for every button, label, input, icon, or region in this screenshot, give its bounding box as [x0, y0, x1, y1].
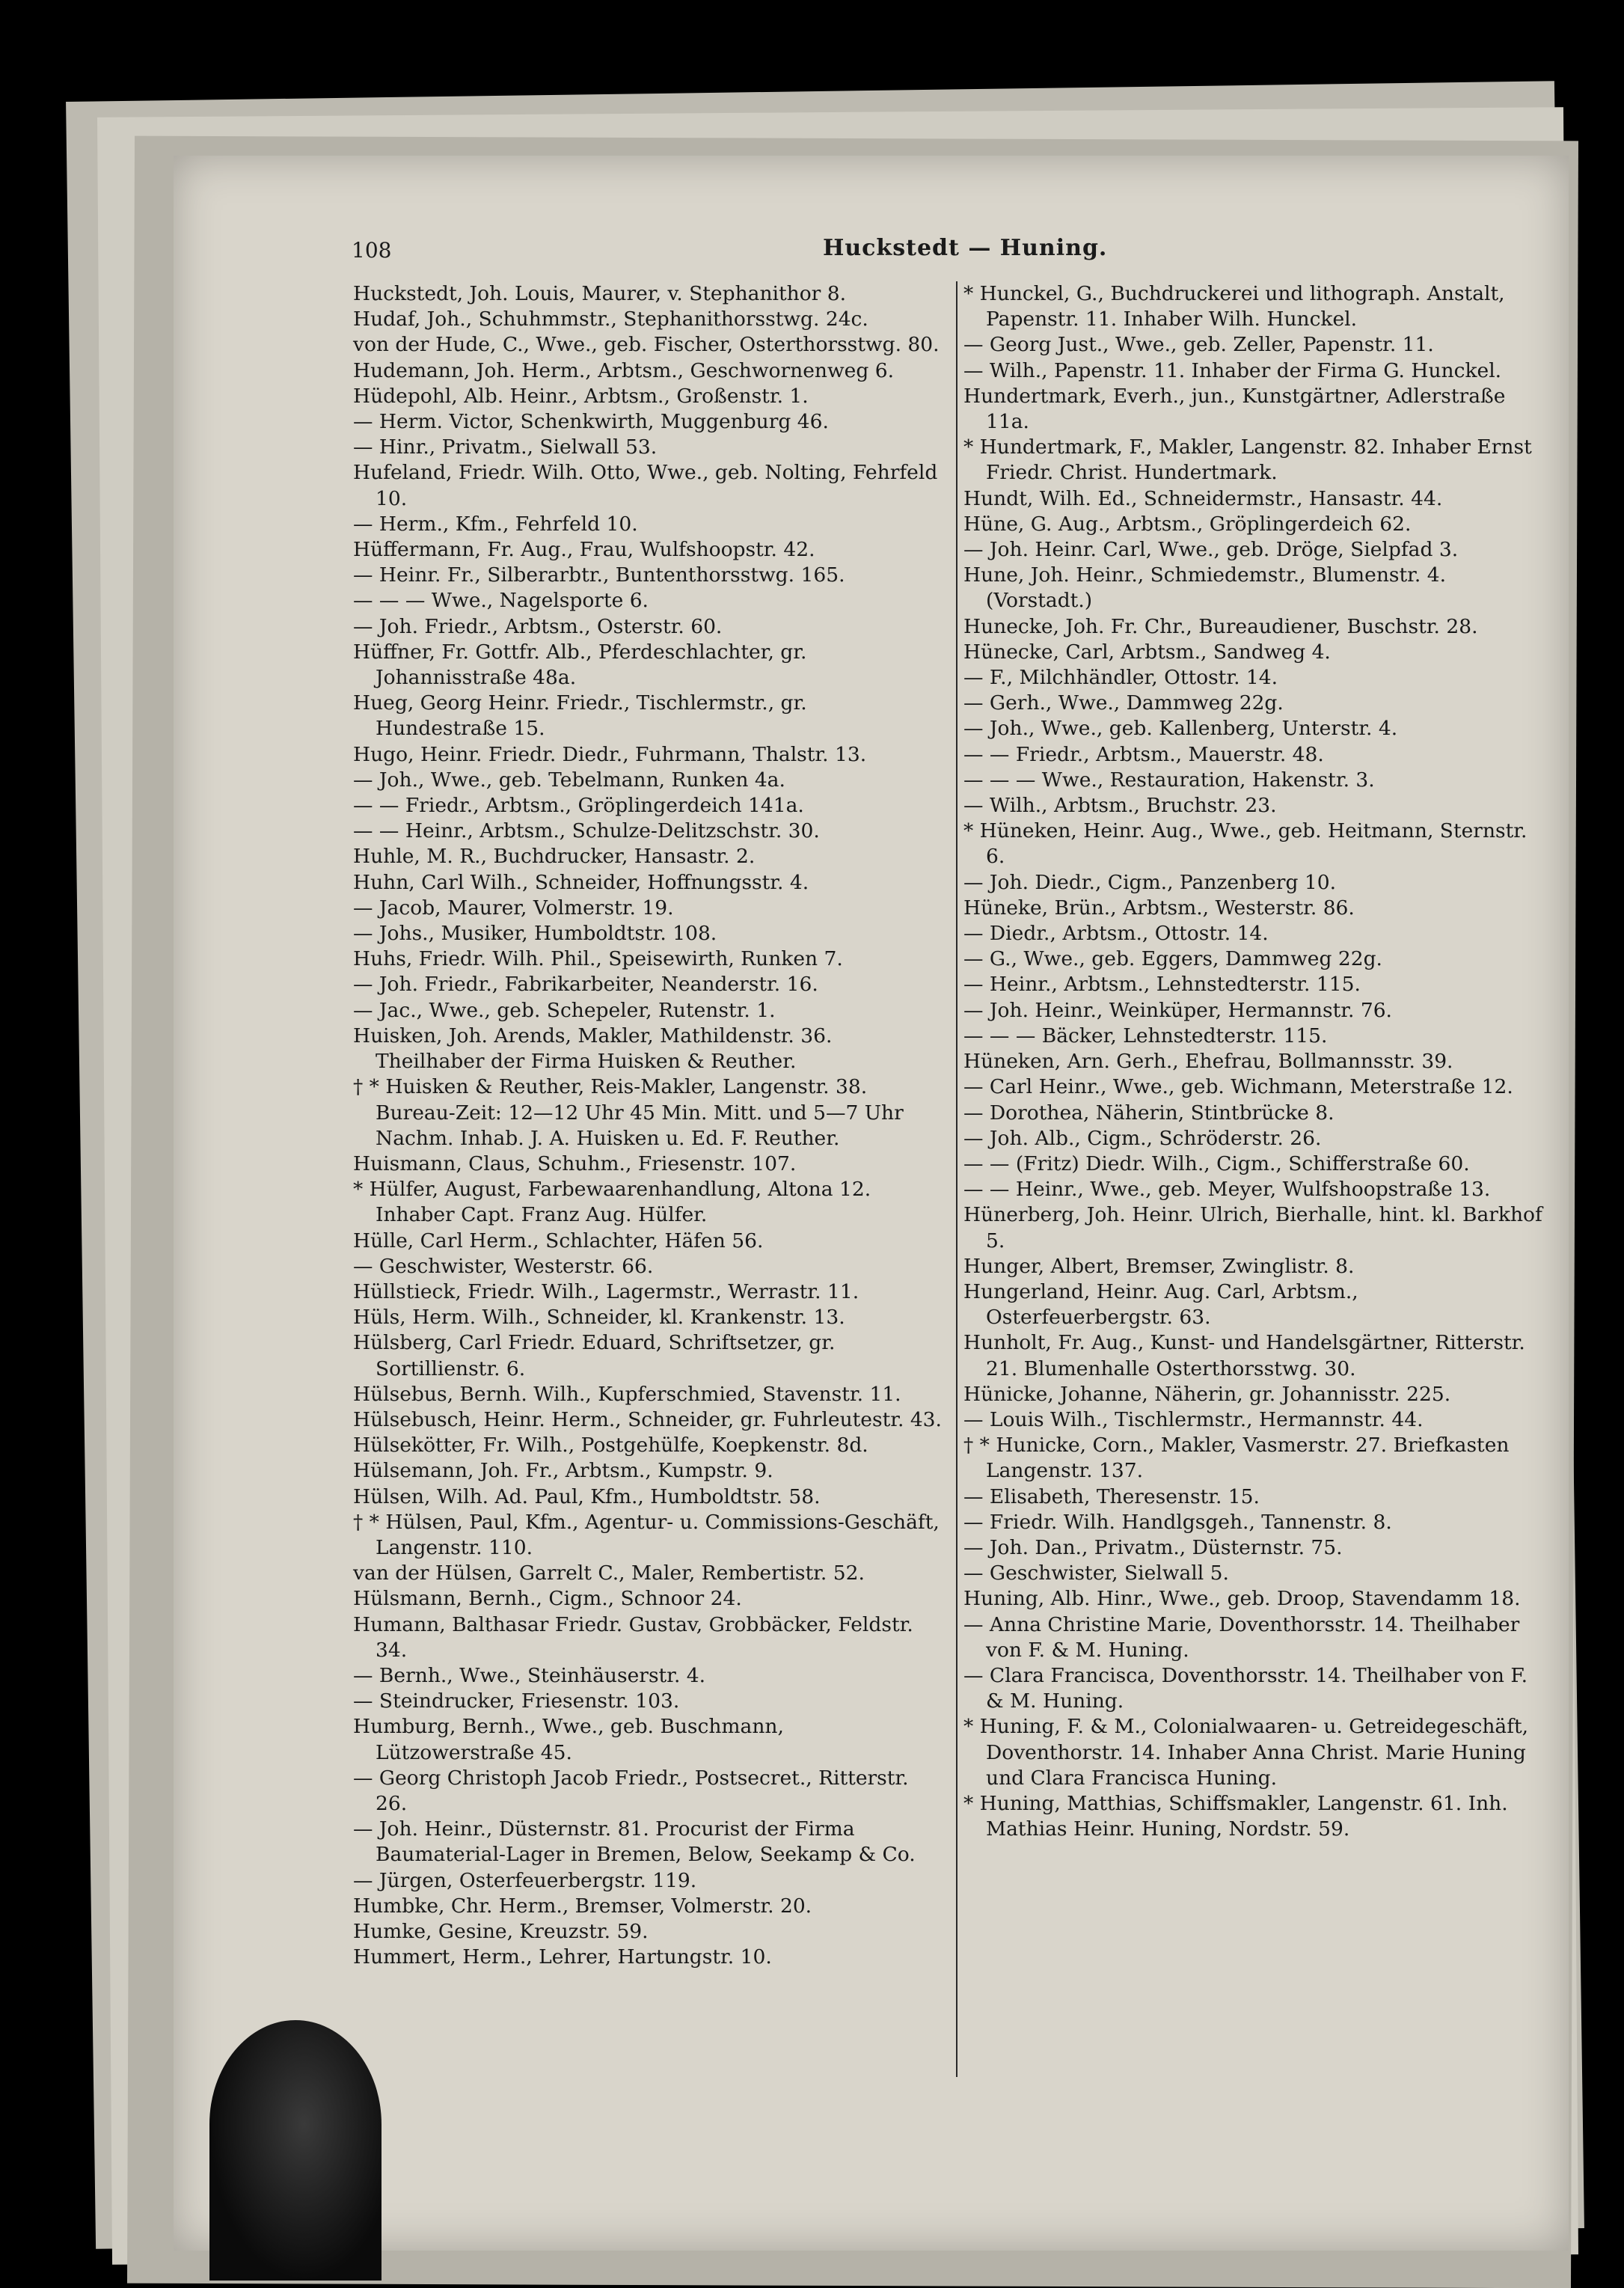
directory-entry: Huhn, Carl Wilh., Schneider, Hoffnungsstr. 4. [353, 870, 809, 894]
directory-entry: — Jacob, Maurer, Volmerstr. 19. [353, 896, 674, 920]
directory-entry: * Hüneken, Heinr. Aug., Wwe., geb. Heitmann, Sternstr. 6. [963, 819, 1528, 869]
directory-entry: Hunholt, Fr. Aug., Kunst- und Handelsgärtner, Ritterstr. 21. Blumenhalle Osterthorsstwg. 30. [963, 1331, 1525, 1380]
directory-entry: Hüdepohl, Alb. Heinr., Arbtsm., Großenstr. 1. [353, 384, 809, 408]
directory-entry: Hunecke, Joh. Fr. Chr., Bureaudiener, Buschstr. 28. [963, 614, 1478, 638]
directory-entry: Hüneken, Arn. Gerh., Ehefrau, Bollmannsstr. 39. [963, 1050, 1453, 1074]
directory-entry: — Elisabeth, Theresenstr. 15. [963, 1484, 1260, 1508]
directory-entry: — Dorothea, Näherin, Stintbrücke 8. [963, 1101, 1335, 1125]
directory-entry: Hüffermann, Fr. Aug., Frau, Wulfshoopstr. 42. [353, 538, 815, 562]
directory-entry: — Johs., Musiker, Humboldtstr. 108. [353, 922, 717, 946]
left-column [353, 281, 944, 1970]
directory-entry: — Jürgen, Osterfeuerbergstr. 119. [353, 1868, 697, 1892]
directory-entry: — Bernh., Wwe., Steinhäuserstr. 4. [353, 1663, 706, 1687]
directory-entry: Hülsemann, Joh. Fr., Arbtsm., Kumpstr. 9. [353, 1459, 773, 1483]
directory-entry: † * Huisken & Reuther, Reis-Makler, Langenstr. 38. Bureau-Zeit: 12—12 Uhr 45 Min. Mitt. und 5—7 Uhr Nachm. Inhab. J. A. Huisken u. Ed. F. Reuther. [353, 1075, 904, 1150]
directory-entry: — — (Fritz) Diedr. Wilh., Cigm., Schifferstraße 60. [963, 1151, 1470, 1175]
directory-entry: — Joh. Heinr., Düsternstr. 81. Procurist der Firma Baumaterial-Lager in Bremen, Below, Seekamp & Co. [353, 1817, 916, 1867]
directory-entry: Hüne, G. Aug., Arbtsm., Gröplingerdeich 62. [963, 512, 1412, 536]
directory-entry: — Louis Wilh., Tischlermstr., Hermannstr. 44. [963, 1407, 1424, 1431]
directory-entry: — Carl Heinr., Wwe., geb. Wichmann, Meterstraße 12. [963, 1075, 1513, 1099]
page-number: 108 [352, 238, 392, 263]
running-head: Huckstedt — Huning. [823, 235, 1108, 261]
directory-entry: — — — Bäcker, Lehnstedterstr. 115. [963, 1024, 1328, 1047]
page-header [352, 229, 1548, 274]
directory-entry: von der Hude, C., Wwe., geb. Fischer, Osterthorsstwg. 80. [353, 333, 940, 357]
directory-entry: Hunger, Albert, Bremser, Zwinglistr. 8. [963, 1254, 1355, 1278]
directory-entry: — Joh. Friedr., Arbtsm., Osterstr. 60. [353, 614, 723, 638]
directory-entry: Huisken, Joh. Arends, Makler, Mathildenstr. 36. Theilhaber der Firma Huisken & Reuther. [353, 1024, 833, 1074]
directory-entry: Hüneke, Brün., Arbtsm., Westerstr. 86. [963, 896, 1355, 920]
column-divider [956, 281, 957, 2077]
directory-entry: — Geschwister, Sielwall 5. [963, 1561, 1229, 1585]
directory-entry: — F., Milchhändler, Ottostr. 14. [963, 666, 1278, 690]
thumb [209, 2020, 382, 2281]
directory-entry: — Georg Christoph Jacob Friedr., Postsecret., Ritterstr. 26. [353, 1766, 909, 1815]
directory-entry: Hueg, Georg Heinr. Friedr., Tischlermstr., gr. Hundestraße 15. [353, 691, 807, 741]
directory-entry: — Wilh., Papenstr. 11. Inhaber der Firma G. Hunckel. [963, 358, 1502, 382]
directory-entry: — Steindrucker, Friesenstr. 103. [353, 1689, 680, 1713]
directory-entry: — — Heinr., Wwe., geb. Meyer, Wulfshoopstraße 13. [963, 1178, 1491, 1202]
directory-entry: — Joh. Heinr., Weinküper, Hermannstr. 76. [963, 998, 1392, 1022]
directory-entry: Humburg, Bernh., Wwe., geb. Buschmann, Lützowerstraße 45. [353, 1715, 784, 1764]
directory-entry: Hülsebus, Bernh. Wilh., Kupferschmied, Stavenstr. 11. [353, 1382, 901, 1406]
directory-entry: Humann, Balthasar Friedr. Gustav, Grobbäcker, Feldstr. 34. [353, 1612, 913, 1662]
directory-entry: Hune, Joh. Heinr., Schmiedemstr., Blumenstr. 4. (Vorstadt.) [963, 563, 1447, 613]
directory-entry: Hülsebusch, Heinr. Herm., Schneider, gr. Fuhrleutestr. 43. [353, 1407, 942, 1431]
directory-entry: — Diedr., Arbtsm., Ottostr. 14. [963, 922, 1269, 946]
directory-entry: Huckstedt, Joh. Louis, Maurer, v. Stephanithor 8. [353, 282, 847, 305]
directory-entry: Hünecke, Carl, Arbtsm., Sandweg 4. [963, 640, 1331, 664]
directory-entry: Humbke, Chr. Herm., Bremser, Volmerstr. 20. [353, 1894, 812, 1918]
directory-entry: Hünerberg, Joh. Heinr. Ulrich, Bierhalle, hint. kl. Barkhof 5. [963, 1203, 1542, 1252]
directory-entry: — Joh., Wwe., geb. Tebelmann, Runken 4a. [353, 768, 785, 792]
directory-entry: Hudemann, Joh. Herm., Arbtsm., Geschwornenweg 6. [353, 358, 895, 382]
directory-entry: — Joh., Wwe., geb. Kallenberg, Unterstr. 4. [963, 717, 1398, 741]
directory-entry: — — Heinr., Arbtsm., Schulze-Delitzschstr. 30. [353, 819, 820, 843]
directory-entry: — Joh. Dan., Privatm., Düsternstr. 75. [963, 1535, 1343, 1559]
directory-entry: Hülle, Carl Herm., Schlachter, Häfen 56. [353, 1229, 764, 1252]
directory-entry: — — Friedr., Arbtsm., Gröplingerdeich 141a. [353, 794, 804, 818]
directory-entry: * Huning, Matthias, Schiffsmakler, Langenstr. 61. Inh. Mathias Heinr. Huning, Nordstr. 59. [963, 1791, 1508, 1841]
directory-entry: — Joh. Alb., Cigm., Schröderstr. 26. [963, 1126, 1322, 1150]
directory-entry: — Joh. Diedr., Cigm., Panzenberg 10. [963, 870, 1336, 894]
directory-entry: — Joh. Friedr., Fabrikarbeiter, Neanderstr. 16. [353, 973, 818, 997]
directory-entry: — Heinr., Arbtsm., Lehnstedterstr. 115. [963, 973, 1361, 997]
directory-entry: van der Hülsen, Garrelt C., Maler, Rembertistr. 52. [353, 1561, 865, 1585]
directory-entry: — Wilh., Arbtsm., Bruchstr. 23. [963, 794, 1277, 818]
directory-entry: Hülsen, Wilh. Ad. Paul, Kfm., Humboldtstr. 58. [353, 1484, 821, 1508]
directory-entry: — G., Wwe., geb. Eggers, Dammweg 22g. [963, 947, 1382, 971]
directory-entry: — Georg Just., Wwe., geb. Zeller, Papenstr. 11. [963, 333, 1434, 357]
directory-entry: — Friedr. Wilh. Handlgsgeh., Tannenstr. 8. [963, 1510, 1392, 1534]
directory-entry: † * Hülsen, Paul, Kfm., Agentur- u. Commissions-Geschäft, Langenstr. 110. [353, 1510, 940, 1559]
directory-entry: * Huning, F. & M., Colonialwaaren- u. Getreidegeschäft, Doventhorstr. 14. Inhaber Anna Christ. Marie Huning und Clara Francisca Huning. [963, 1715, 1529, 1790]
directory-entry: — Heinr. Fr., Silberarbtr., Buntenthorsstwg. 165. [353, 563, 845, 587]
directory-entry: Huhs, Friedr. Wilh. Phil., Speisewirth, Runken 7. [353, 947, 843, 971]
directory-entry: — Anna Christine Marie, Doventhorsstr. 14. Theilhaber von F. & M. Huning. [963, 1612, 1520, 1662]
directory-entry: * Hunckel, G., Buchdruckerei und lithograph. Anstalt, Papenstr. 11. Inhaber Wilh. Hunckel. [963, 282, 1505, 331]
directory-entry: * Hundertmark, F., Makler, Langenstr. 82. Inhaber Ernst Friedr. Christ. Hundertmark. [963, 435, 1532, 485]
directory-entry: — Clara Francisca, Doventhorsstr. 14. Theilhaber von F. & M. Huning. [963, 1663, 1528, 1713]
directory-entry: Huning, Alb. Hinr., Wwe., geb. Droop, Stavendamm 18. [963, 1587, 1521, 1611]
directory-entry: Hundertmark, Everh., jun., Kunstgärtner, Adlerstraße 11a. [963, 384, 1506, 434]
directory-entry: — Gerh., Wwe., Dammweg 22g. [963, 691, 1284, 715]
directory-entry: Hudaf, Joh., Schuhmmstr., Stephanithorsstwg. 24c. [353, 308, 868, 331]
directory-entry: Hülsekötter, Fr. Wilh., Postgehülfe, Koepkenstr. 8d. [353, 1434, 868, 1457]
directory-entry: † * Hunicke, Corn., Makler, Vasmerstr. 27. Briefkasten Langenstr. 137. [963, 1434, 1510, 1483]
directory-entry: — Hinr., Privatm., Sielwall 53. [353, 435, 658, 459]
directory-entry: Humke, Gesine, Kreuzstr. 59. [353, 1920, 649, 1943]
directory-entry: Hüls, Herm. Wilh., Schneider, kl. Krankenstr. 13. [353, 1306, 845, 1330]
directory-entry: — Herm. Victor, Schenkwirth, Muggenburg 46. [353, 410, 829, 434]
directory-entry: — Geschwister, Westerstr. 66. [353, 1254, 654, 1278]
right-column [963, 281, 1547, 1842]
directory-entry: Hünicke, Johanne, Näherin, gr. Johannisstr. 225. [963, 1382, 1451, 1406]
directory-entry: Huismann, Claus, Schuhm., Friesenstr. 107. [353, 1151, 797, 1175]
directory-entry: — — — Wwe., Nagelsporte 6. [353, 589, 649, 613]
directory-entry: Hülsmann, Bernh., Cigm., Schnoor 24. [353, 1587, 742, 1611]
directory-entry: — — — Wwe., Restauration, Hakenstr. 3. [963, 768, 1375, 792]
directory-entry: — Jac., Wwe., geb. Schepeler, Rutenstr. 1. [353, 998, 776, 1022]
directory-entry: — — Friedr., Arbtsm., Mauerstr. 48. [963, 742, 1324, 766]
directory-entry: — Joh. Heinr. Carl, Wwe., geb. Dröge, Sielpfad 3. [963, 538, 1459, 562]
directory-entry: Hundt, Wilh. Ed., Schneidermstr., Hansastr. 44. [963, 486, 1443, 510]
directory-entry: Hüffner, Fr. Gottfr. Alb., Pferdeschlachter, gr. Johannisstraße 48a. [353, 640, 807, 690]
directory-entry: Huhle, M. R., Buchdrucker, Hansastr. 2. [353, 845, 756, 869]
directory-entry: Hummert, Herm., Lehrer, Hartungstr. 10. [353, 1945, 772, 1969]
directory-entry: * Hülfer, August, Farbewaarenhandlung, Altona 12. Inhaber Capt. Franz Aug. Hülfer. [353, 1178, 871, 1227]
directory-entry: Hüllstieck, Friedr. Wilh., Lagermstr., Werrastr. 11. [353, 1279, 860, 1303]
directory-entry: Hufeland, Friedr. Wilh. Otto, Wwe., geb. Nolting, Fehrfeld 10. [353, 461, 938, 510]
directory-entry: Hugo, Heinr. Friedr. Diedr., Fuhrmann, Thalstr. 13. [353, 742, 867, 766]
directory-entry: — Herm., Kfm., Fehrfeld 10. [353, 512, 638, 536]
directory-entry: Hungerland, Heinr. Aug. Carl, Arbtsm., Osterfeuerbergstr. 63. [963, 1279, 1358, 1330]
directory-entry: Hülsberg, Carl Friedr. Eduard, Schriftsetzer, gr. Sortillienstr. 6. [353, 1331, 836, 1380]
